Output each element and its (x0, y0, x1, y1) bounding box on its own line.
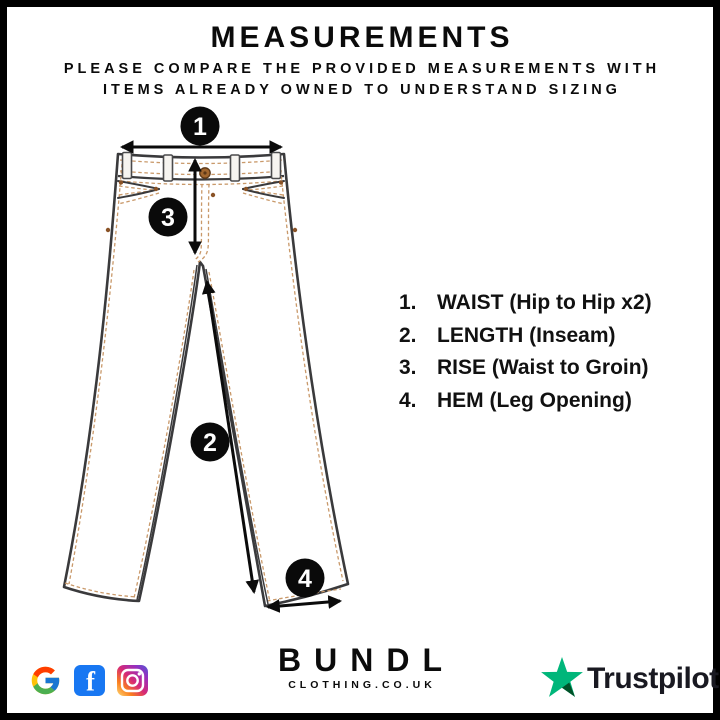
subtitle-line-1: PLEASE COMPARE THE PROVIDED MEASUREMENTS WITH (63, 61, 661, 77)
legend-item-rise (399, 352, 652, 385)
trustpilot-wordmark: Trustpilot (587, 662, 719, 695)
legend-label: WAIST (Hip to Hip x2) (437, 291, 652, 314)
legend-number: 1. (399, 291, 417, 314)
legend-label: HEM (Leg Opening) (437, 388, 632, 412)
brand-name: BUNDL (278, 642, 455, 678)
subtitle-line-2: ITEMS ALREADY OWNED TO UNDERSTAND SIZING (103, 82, 621, 98)
page-title: MEASUREMENTS (210, 21, 514, 54)
legend-number: 4. (399, 388, 417, 412)
jeans-button (200, 168, 210, 178)
marker-4-number: 4 (298, 565, 312, 593)
legend-label: RISE (Waist to Groin) (437, 356, 649, 379)
jeans-measurement-diagram (55, 100, 355, 615)
trustpilot-star-icon (540, 657, 584, 701)
legend-label: LENGTH (Inseam) (437, 323, 616, 347)
marker-3-number: 3 (161, 204, 175, 232)
legend-item-hem (399, 385, 652, 418)
marker-1-number: 1 (193, 113, 207, 141)
page-subtitle (0, 59, 720, 101)
legend-number: 2. (399, 323, 417, 347)
legend-item-length (399, 320, 652, 353)
trustpilot-logo[interactable] (540, 657, 719, 701)
legend-item-waist (399, 287, 652, 320)
measurement-legend (399, 287, 652, 417)
marker-2-number: 2 (203, 429, 217, 457)
brand-tagline: CLOTHING.CO.UK (288, 679, 436, 691)
legend-number: 3. (399, 356, 417, 379)
jeans-silhouette (64, 154, 348, 606)
facebook-f-glyph: f (86, 666, 95, 696)
